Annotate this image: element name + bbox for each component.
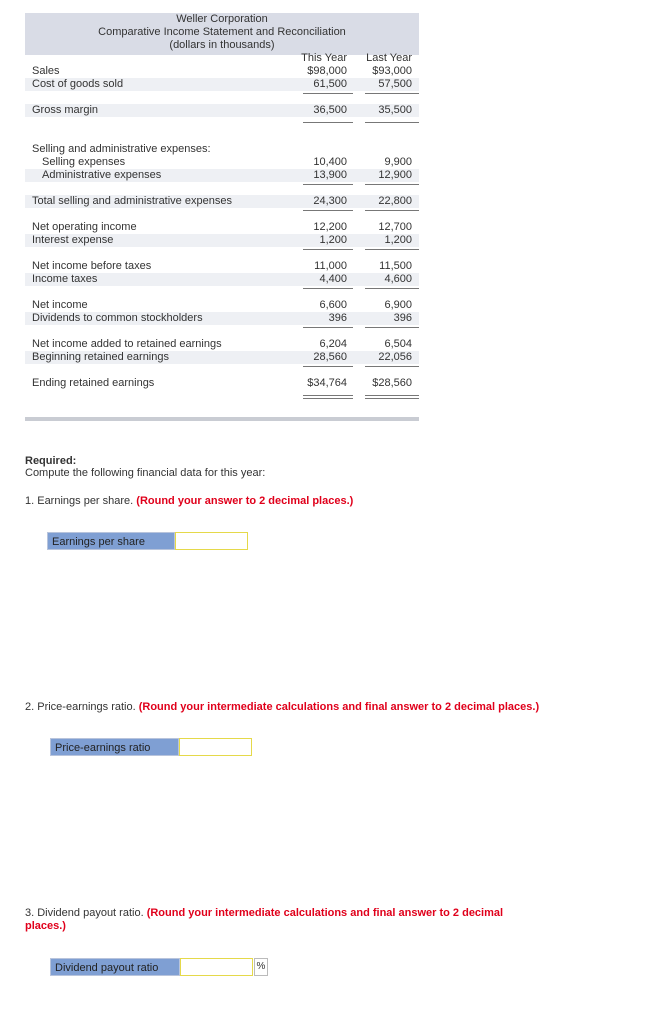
row-label: Beginning retained earnings: [32, 351, 169, 363]
value-this-year: $98,000: [307, 65, 347, 77]
value-this-year: 11,000: [314, 260, 347, 272]
double-underline: [365, 395, 419, 396]
value-this-year: 24,300: [313, 195, 347, 207]
row-label: Selling and administrative expenses:: [32, 143, 211, 155]
row-income-taxes: [25, 273, 419, 286]
value-this-year: 36,500: [313, 104, 347, 116]
value-this-year: 6,600: [319, 299, 347, 311]
row-gross-margin: [25, 104, 419, 117]
underline: [365, 184, 419, 185]
statement-units: (dollars in thousands): [169, 39, 275, 51]
question-3-note: (Round your intermediate calculations and final answer to 2 decimal places.): [25, 907, 504, 932]
row-net-income-added: [25, 338, 419, 351]
company-name: Weller Corporation: [176, 13, 268, 25]
required-section: [25, 455, 265, 479]
underline: [365, 249, 419, 250]
row-sga-header: [25, 143, 419, 156]
row-net-income-before-taxes: [25, 260, 419, 273]
question-1-note: (Round your answer to 2 decimal places.): [136, 495, 354, 507]
eps-input[interactable]: [175, 532, 248, 550]
row-label: Net income added to retained earnings: [32, 338, 222, 350]
payout-ratio-input[interactable]: [180, 958, 253, 976]
row-beginning-retained-earnings: [25, 351, 419, 364]
question-1: [25, 495, 565, 508]
row-label: Dividends to common stockholders: [32, 312, 203, 324]
row-label: Cost of goods sold: [32, 78, 124, 90]
underline: [303, 249, 353, 250]
value-this-year: 1,200: [319, 234, 347, 246]
underline: [303, 210, 353, 211]
value-last-year: $93,000: [372, 65, 412, 77]
row-ending-retained-earnings: [25, 377, 419, 390]
value-last-year: 12,700: [378, 221, 412, 233]
row-label: Total selling and administrative expenses: [32, 195, 232, 207]
question-1-text: 1. Earnings per share.: [25, 495, 134, 507]
value-last-year: 396: [393, 312, 412, 324]
eps-label: Earnings per share: [47, 532, 175, 550]
percent-unit: %: [254, 958, 268, 976]
row-label: Net income before taxes: [32, 260, 152, 272]
value-last-year: 22,056: [378, 351, 412, 363]
double-underline: [303, 398, 353, 399]
row-label: Selling expenses: [42, 156, 126, 168]
underline: [303, 366, 353, 367]
row-label: Income taxes: [32, 273, 98, 285]
question-3-text: 3. Dividend payout ratio.: [25, 907, 144, 919]
value-this-year: 6,204: [319, 338, 347, 350]
row-dividends: [25, 312, 419, 325]
underline: [303, 93, 353, 94]
row-label: Gross margin: [32, 104, 99, 116]
required-text: Compute the following financial data for this year:: [25, 467, 266, 479]
statement-header: [25, 13, 419, 55]
income-statement: [25, 13, 419, 389]
row-label: Administrative expenses: [42, 169, 162, 181]
statement-footer-bar: [25, 417, 419, 421]
row-admin: [25, 169, 419, 182]
value-last-year: 6,900: [384, 299, 412, 311]
value-this-year: 10,400: [313, 156, 347, 168]
underline: [365, 288, 419, 289]
pe-ratio-input[interactable]: [179, 738, 252, 756]
underline: [365, 122, 419, 123]
underline: [303, 122, 353, 123]
row-label: Net operating income: [32, 221, 137, 233]
underline: [303, 184, 353, 185]
underline: [303, 288, 353, 289]
row-net-income: [25, 299, 419, 312]
underline: [303, 327, 353, 328]
row-net-operating-income: [25, 221, 419, 234]
row-total-sga: [25, 195, 419, 208]
col-this-year: This Year: [301, 52, 347, 64]
value-last-year: 1,200: [384, 234, 412, 246]
value-this-year: 13,900: [313, 169, 347, 181]
question-3: [25, 907, 535, 933]
value-this-year: 396: [328, 312, 347, 324]
row-selling: [25, 156, 419, 169]
question-2: [25, 701, 565, 714]
statement-title: Comparative Income Statement and Reconciliation: [98, 26, 346, 38]
column-headers: [25, 52, 419, 65]
payout-ratio-label: Dividend payout ratio: [50, 958, 180, 976]
underline: [365, 327, 419, 328]
row-sales: [25, 65, 419, 78]
value-this-year: 28,560: [313, 351, 347, 363]
value-last-year: 57,500: [378, 78, 412, 90]
value-this-year: $34,764: [307, 377, 347, 389]
value-last-year: 35,500: [378, 104, 412, 116]
double-underline: [303, 395, 353, 396]
required-heading: Required:: [25, 455, 77, 467]
value-last-year: 12,900: [378, 169, 412, 181]
value-this-year: 12,200: [313, 221, 347, 233]
value-last-year: $28,560: [372, 377, 412, 389]
value-last-year: 4,600: [384, 273, 412, 285]
value-this-year: 4,400: [319, 273, 347, 285]
row-cogs: [25, 78, 419, 91]
double-underline: [365, 398, 419, 399]
value-last-year: 11,500: [379, 260, 412, 272]
value-last-year: 22,800: [378, 195, 412, 207]
row-interest-expense: [25, 234, 419, 247]
row-label: Net income: [32, 299, 88, 311]
underline: [365, 93, 419, 94]
underline: [365, 210, 419, 211]
row-label: Sales: [32, 65, 60, 77]
question-2-note: (Round your intermediate calculations and final answer to 2 decimal places.): [138, 701, 540, 713]
value-this-year: 61,500: [313, 78, 347, 90]
value-last-year: 6,504: [384, 338, 412, 350]
underline: [365, 366, 419, 367]
value-last-year: 9,900: [384, 156, 412, 168]
pe-ratio-label: Price-earnings ratio: [50, 738, 179, 756]
col-last-year: Last Year: [366, 52, 412, 64]
row-label: Interest expense: [32, 234, 114, 246]
question-2-text: 2. Price-earnings ratio.: [25, 701, 136, 713]
row-label: Ending retained earnings: [32, 377, 155, 389]
